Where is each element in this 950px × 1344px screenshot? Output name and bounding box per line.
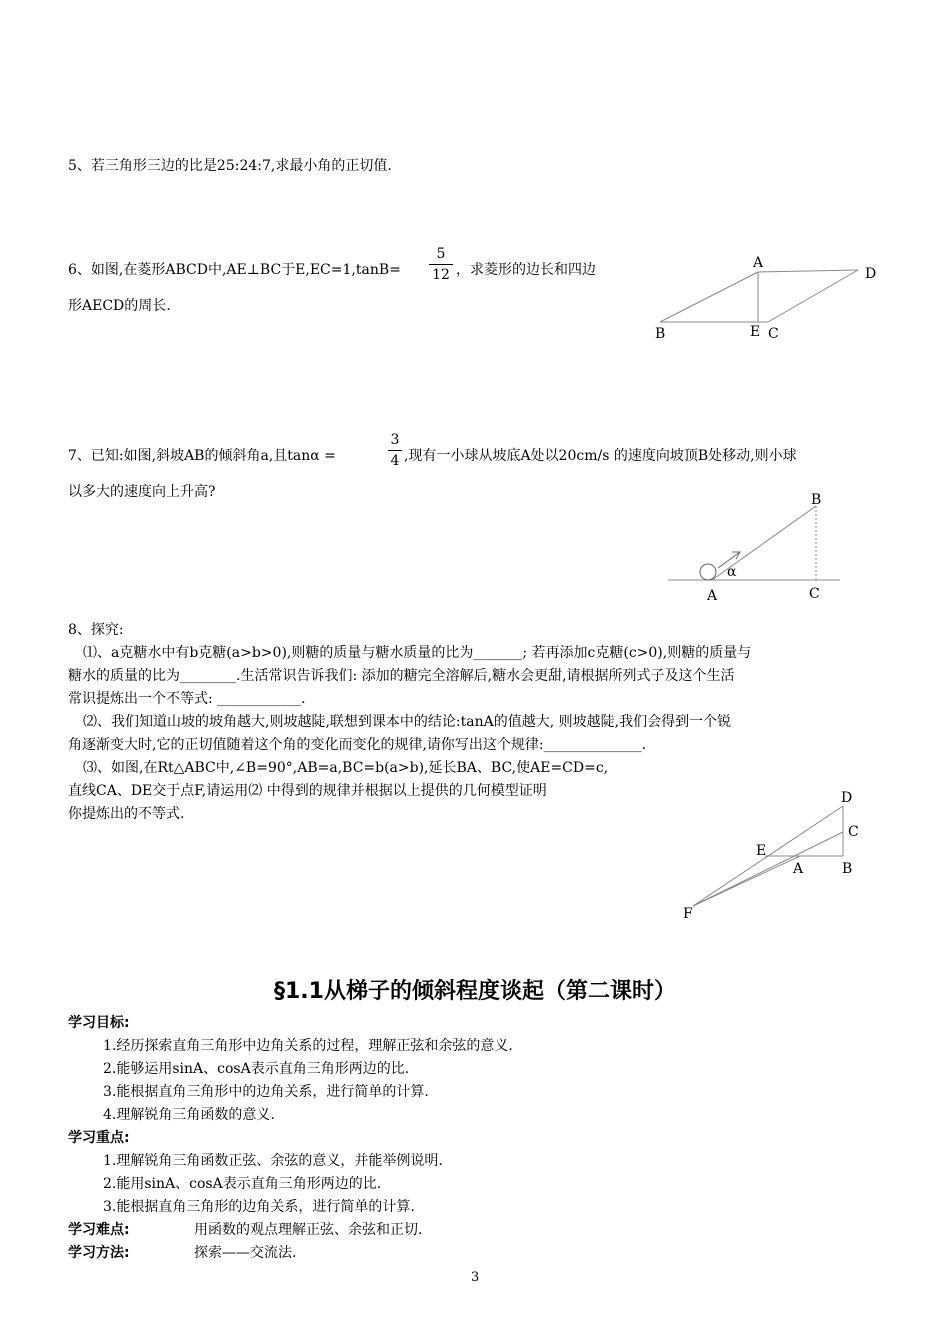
fraction-numerator: 5 xyxy=(436,246,446,262)
question-8-p3-line1: ⑶、如图,在Rt△ABC中,∠B=90°,AB=a,BC=b(a>b),延长BA、BC,使AE=CD=c, xyxy=(83,760,609,776)
goal-item: 3.能根据直角三角形中的边角关系，进行简单的计算. xyxy=(103,1084,429,1100)
label-A: A xyxy=(793,861,804,877)
label-A: A xyxy=(753,255,764,271)
question-8-p1-line3: 常识提炼出一个不等式: ____________. xyxy=(68,691,306,707)
label-C: C xyxy=(768,326,779,342)
difficulty-text: 用函数的观点理解正弦、余弦和正切. xyxy=(194,1222,423,1238)
method-text: 探索——交流法. xyxy=(194,1245,297,1261)
question-8-p2-line1: ⑵、我们知道山坡的坡角越大,则坡越陡,联想到课本中的结论:tanA的值越大, 则坡越陡,我们会得到一个锐 xyxy=(83,714,732,730)
label-B: B xyxy=(811,492,822,508)
label-D: D xyxy=(841,790,853,806)
fraction-denominator: 4 xyxy=(390,453,400,469)
label-E: E xyxy=(750,324,761,340)
section-title: §1.1从梯子的倾斜程度谈起（第二课时） xyxy=(274,979,676,1004)
page-number: 3 xyxy=(471,1270,480,1285)
difficulty-label: 学习难点: xyxy=(68,1222,130,1238)
label-alpha: α xyxy=(727,564,737,580)
label-B: B xyxy=(655,326,666,342)
focus-item: 3.能根据直角三角形的边角关系，进行简单的计算. xyxy=(103,1199,415,1215)
label-F: F xyxy=(683,906,693,922)
question-8-p3-line3: 你提炼出的不等式. xyxy=(68,806,185,822)
question-8-p2-line2: 角逐渐变大时,它的正切值随着这个角的变化而变化的规律,请你写出这个规律:______________. xyxy=(68,737,647,753)
slope-diagram xyxy=(660,488,850,608)
question-6-line1-end: ，求菱形的边长和四边 xyxy=(456,262,596,278)
fraction-numerator: 3 xyxy=(390,432,400,448)
focus-item: 2.能用sinA、cosA表示直角三角形两边的比. xyxy=(103,1176,382,1192)
label-C: C xyxy=(809,586,820,602)
question-7-line1-end: ,现有一小球从坡底A处以20cm/s 的速度向坡顶B处移动,则小球 xyxy=(404,448,797,464)
label-A: A xyxy=(707,588,718,604)
question-5: 5、若三角形三边的比是25:24:7,求最小角的正切值. xyxy=(68,158,392,174)
focus-item: 1.理解锐角三角函数正弦、余弦的意义，并能举例说明. xyxy=(103,1153,443,1169)
question-8-p1-line1: ⑴、a克糖水中有b克糖(a>b>0),则糖的质量与糖水质量的比为_______; 若再添加c克糖(c>0),则糖的质量与 xyxy=(83,645,752,661)
label-D: D xyxy=(865,266,877,282)
label-C: C xyxy=(848,824,859,840)
question-7-line1: 7、已知:如图,斜坡AB的倾斜角a,且tanα = xyxy=(68,448,336,464)
fraction-denominator: 12 xyxy=(432,267,450,283)
question-8-title: 8、探究: xyxy=(68,622,124,638)
question-7-fraction xyxy=(388,432,402,469)
goal-item: 1.经历探索直角三角形中边角关系的过程，理解正弦和余弦的意义. xyxy=(103,1038,513,1054)
question-6-line1: 6、如图,在菱形ABCD中,AE⊥BC于E,EC=1,tanB= xyxy=(68,262,401,278)
question-6-line2: 形AECD的周长. xyxy=(68,298,171,314)
goal-item: 2.能够运用sinA、cosA表示直角三角形两边的比. xyxy=(103,1061,410,1077)
question-8-p3-line2: 直线CA、DE交于点F,请运用⑵ 中得到的规律并根据以上提供的几何模型证明 xyxy=(68,783,547,799)
focus-label: 学习重点: xyxy=(68,1130,130,1146)
question-8-p1-line2: 糖水的质量的比为________.生活常识告诉我们: 添加的糖完全溶解后,糖水会更甜,请根据所列式子及这个生活 xyxy=(68,668,735,684)
label-E: E xyxy=(756,843,767,859)
question-7-line2: 以多大的速度向上升高? xyxy=(68,484,216,500)
method-label: 学习方法: xyxy=(68,1245,130,1261)
question-6-fraction xyxy=(429,246,453,283)
goals-label: 学习目标: xyxy=(68,1015,130,1031)
goal-item: 4.理解锐角三角函数的意义. xyxy=(103,1107,275,1123)
rhombus-diagram xyxy=(640,250,890,345)
label-B: B xyxy=(842,861,853,877)
triangle-diagram xyxy=(675,782,875,924)
